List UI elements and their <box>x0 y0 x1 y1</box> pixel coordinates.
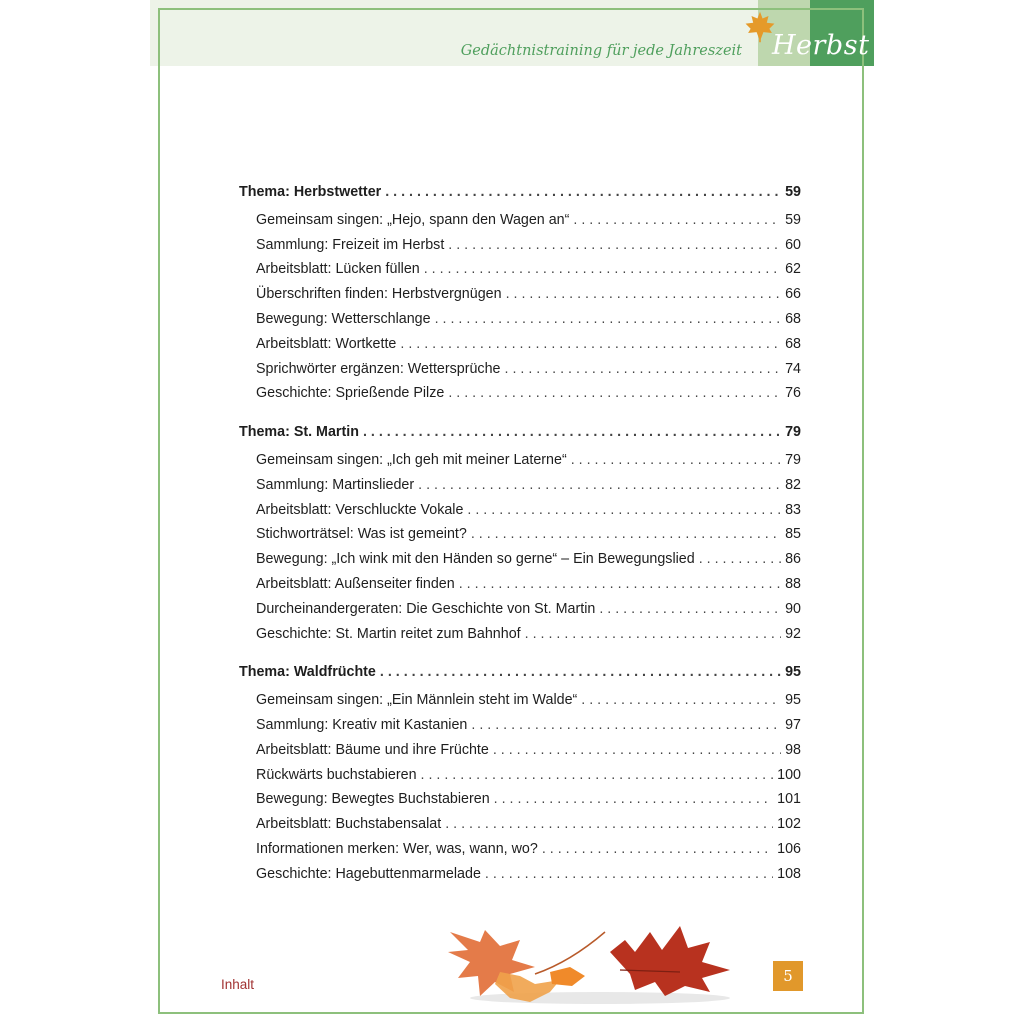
toc-entry[interactable] <box>239 692 801 717</box>
toc-entry-page: 74 <box>785 360 801 377</box>
toc-leader-dots <box>448 385 781 401</box>
toc-entry[interactable] <box>239 767 801 792</box>
autumn-leaves-icon <box>440 912 750 1008</box>
toc-entry-title: Arbeitsblatt: Wortkette <box>256 335 397 352</box>
toc-entry[interactable] <box>239 866 801 891</box>
toc-section-waldfruechte <box>239 664 801 890</box>
toc-leader-dots <box>421 767 774 783</box>
toc-leader-dots <box>380 664 781 680</box>
toc-entry-page: 68 <box>785 335 801 352</box>
toc-leader-dots <box>445 816 773 832</box>
toc-entry-page: 100 <box>777 766 801 783</box>
toc-leader-dots <box>506 286 782 302</box>
toc-entry[interactable] <box>239 791 801 816</box>
toc-leader-dots <box>505 361 782 377</box>
toc-leader-dots <box>525 626 781 642</box>
toc-leader-dots <box>459 576 781 592</box>
toc-entry[interactable] <box>239 601 801 626</box>
toc-leader-dots <box>573 212 781 228</box>
toc-entry-page: 60 <box>785 236 801 253</box>
toc-entry-page: 59 <box>785 211 801 228</box>
toc-heading-page: 59 <box>785 184 801 200</box>
toc-leader-dots <box>418 477 781 493</box>
toc-entry-page: 66 <box>785 286 801 303</box>
toc-entry-title: Sammlung: Kreativ mit Kastanien <box>256 716 468 733</box>
toc-leader-dots <box>385 184 781 200</box>
toc-entry-page: 86 <box>785 551 801 568</box>
toc-entry-page: 79 <box>785 451 801 468</box>
toc-entry[interactable] <box>239 477 801 502</box>
toc-entry-title: Geschichte: Hagebuttenmarmelade <box>256 865 481 882</box>
toc-leader-dots <box>493 742 781 758</box>
toc-leader-dots <box>494 791 773 807</box>
toc-entry[interactable] <box>239 361 801 386</box>
page-number: 5 <box>773 961 803 991</box>
toc-leader-dots <box>581 692 781 708</box>
toc-heading-title: Thema: Herbstwetter <box>239 184 382 200</box>
toc-leader-dots <box>699 551 781 567</box>
toc-leader-dots <box>400 336 781 352</box>
toc-leader-dots <box>571 452 781 468</box>
toc-entry-title: Stichworträtsel: Was ist gemeint? <box>256 526 467 543</box>
toc-leader-dots <box>363 424 781 440</box>
toc-entry[interactable] <box>239 311 801 336</box>
toc-entry-title: Gemeinsam singen: „Ich geh mit meiner Laterne“ <box>256 451 567 468</box>
toc-entry[interactable] <box>239 717 801 742</box>
toc-entry-page: 90 <box>785 600 801 617</box>
toc-entry-title: Informationen merken: Wer, was, wann, wo? <box>256 840 538 857</box>
toc-leader-dots <box>467 502 781 518</box>
toc-entry[interactable] <box>239 526 801 551</box>
toc-leader-dots <box>435 311 782 327</box>
toc-leader-dots <box>448 237 781 253</box>
toc-heading-page: 95 <box>785 664 801 681</box>
toc-section-heading[interactable] <box>239 184 801 209</box>
toc-entry-title: Arbeitsblatt: Lücken füllen <box>256 261 420 278</box>
toc-leader-dots <box>424 261 781 277</box>
toc-entry-page: 88 <box>785 575 801 592</box>
toc-entry-title: Bewegung: Wetterschlange <box>256 310 431 327</box>
toc-entry[interactable] <box>239 551 801 576</box>
toc-entry-title: Geschichte: St. Martin reitet zum Bahnhof <box>256 625 521 642</box>
toc-section-heading[interactable] <box>239 424 801 449</box>
toc-leader-dots <box>542 841 773 857</box>
toc-leader-dots <box>471 526 781 542</box>
toc-entry-page: 76 <box>785 385 801 402</box>
toc-entry-title: Gemeinsam singen: „Ein Männlein steht im Walde“ <box>256 692 578 709</box>
toc-entry[interactable] <box>239 742 801 767</box>
toc-entry-page: 98 <box>785 741 801 758</box>
toc-entry-page: 85 <box>785 526 801 543</box>
toc-leader-dots <box>471 717 781 733</box>
toc-entry-page: 101 <box>777 791 801 808</box>
toc-entry[interactable] <box>239 261 801 286</box>
toc-entry[interactable] <box>239 212 801 237</box>
toc-entry-title: Arbeitsblatt: Bäume und ihre Früchte <box>256 741 489 758</box>
toc-entry-title: Arbeitsblatt: Verschluckte Vokale <box>256 501 464 518</box>
toc-entry-title: Bewegung: „Ich wink mit den Händen so gerne“ – Ein Bewegungslied <box>256 551 695 568</box>
toc-entry-title: Sprichwörter ergänzen: Wettersprüche <box>256 360 501 377</box>
toc-entry-page: 82 <box>785 476 801 493</box>
toc-entry-page: 95 <box>785 692 801 709</box>
table-of-contents <box>239 184 801 905</box>
toc-entry-title: Bewegung: Bewegtes Buchstabieren <box>256 791 490 808</box>
toc-entry-title: Geschichte: Sprießende Pilze <box>256 385 445 402</box>
toc-entry-page: 102 <box>777 816 801 833</box>
toc-entry-title: Überschriften finden: Herbstvergnügen <box>256 286 502 303</box>
toc-entry-title: Sammlung: Martinslieder <box>256 476 415 493</box>
series-title: Gedächtnistraining für jede Jahreszeit <box>460 43 742 59</box>
toc-entry-page: 97 <box>785 716 801 733</box>
toc-entry-title: Sammlung: Freizeit im Herbst <box>256 236 445 253</box>
toc-entry[interactable] <box>239 286 801 311</box>
toc-entry-page: 92 <box>785 625 801 642</box>
toc-entry[interactable] <box>239 626 801 651</box>
toc-leader-dots <box>485 866 773 882</box>
toc-heading-title: Thema: Waldfrüchte <box>239 664 376 681</box>
season-title: Herbst <box>772 30 870 61</box>
toc-entry[interactable] <box>239 452 801 477</box>
toc-entry-title: Gemeinsam singen: „Hejo, spann den Wagen an“ <box>256 211 570 228</box>
toc-section-herbstwetter <box>239 184 801 410</box>
toc-heading-title: Thema: St. Martin <box>239 424 359 441</box>
toc-entry-title: Arbeitsblatt: Außenseiter finden <box>256 575 455 592</box>
toc-entry-page: 83 <box>785 501 801 518</box>
toc-section-st-martin <box>239 424 801 650</box>
toc-entry-page: 106 <box>777 840 801 857</box>
toc-entry-page: 62 <box>785 261 801 278</box>
toc-entry-title: Arbeitsblatt: Buchstabensalat <box>256 816 442 833</box>
toc-leader-dots <box>599 601 781 617</box>
toc-entry[interactable] <box>239 841 801 866</box>
toc-entry-title: Durcheinandergeraten: Die Geschichte von St. Martin <box>256 600 596 617</box>
toc-entry-title: Rückwärts buchstabieren <box>256 766 417 783</box>
toc-entry[interactable] <box>239 816 801 841</box>
toc-section-heading[interactable] <box>239 664 801 689</box>
toc-entry-page: 108 <box>777 865 801 882</box>
toc-entry[interactable] <box>239 385 801 410</box>
toc-entry[interactable] <box>239 336 801 361</box>
toc-entry[interactable] <box>239 576 801 601</box>
toc-entry-page: 68 <box>785 310 801 327</box>
toc-entry[interactable] <box>239 237 801 262</box>
toc-heading-page: 79 <box>785 424 801 441</box>
toc-entry[interactable] <box>239 502 801 527</box>
footer-section-label: Inhalt <box>221 977 255 992</box>
